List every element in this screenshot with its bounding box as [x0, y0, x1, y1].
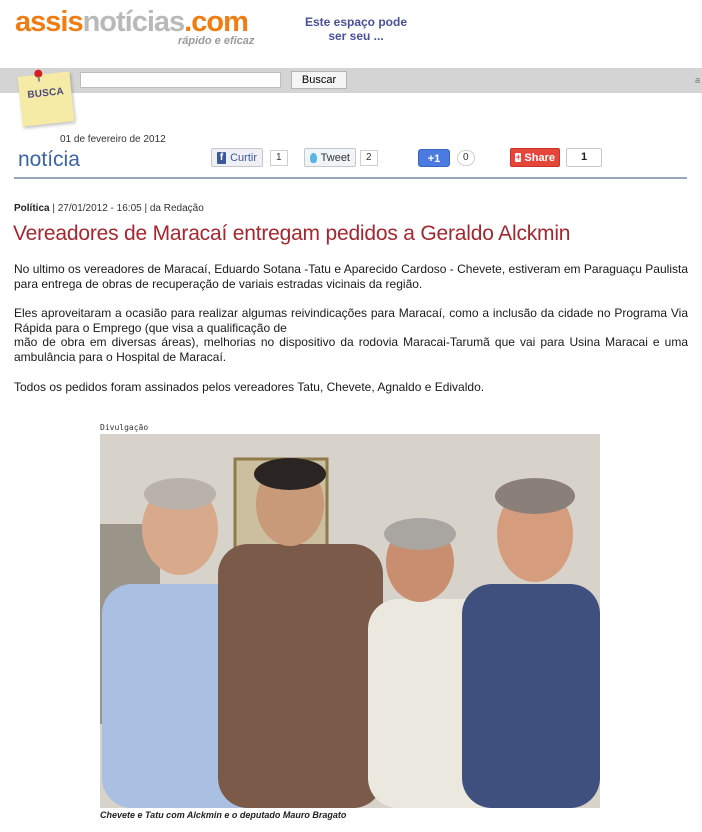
- logo-part-noticias: notícias: [82, 6, 185, 38]
- section-title: notícia: [18, 148, 80, 171]
- article-paragraph-3: Todos os pedidos foram assinados pelos vereadores Tatu, Chevete, Agnaldo e Edivaldo.: [14, 380, 485, 394]
- site-logo[interactable]: [15, 6, 248, 38]
- facebook-like-button[interactable]: [211, 148, 263, 167]
- site-header: [0, 0, 702, 68]
- photo-credit: Divulgação: [100, 423, 149, 432]
- tweet-label: Tweet: [320, 151, 350, 164]
- tweet-count: 2: [360, 150, 378, 166]
- ad-space[interactable]: [300, 15, 412, 43]
- pushpin-icon: [34, 69, 43, 78]
- article-meta-details: | 27/01/2012 - 16:05 | da Redação: [49, 203, 204, 214]
- busca-label: BUSCA: [26, 86, 65, 101]
- facebook-like-count: 1: [270, 150, 288, 166]
- article-paragraph-2-line-2: mão de obra em diversas áreas), melhorias no dispositivo da rodovia Maracai-Tarumã que vai para Usina Maracai e uma ambulância para o Hospital de Maracaí.: [14, 335, 688, 364]
- logo-part-assis: assis: [15, 6, 83, 38]
- corner-mark: a: [694, 75, 700, 85]
- share-count: 1: [566, 148, 602, 167]
- search-input[interactable]: [80, 72, 281, 88]
- ad-line-2: ser seu ...: [328, 29, 384, 43]
- share-plus-icon: +: [515, 152, 521, 162]
- google-plus-one-count: 0: [457, 150, 475, 166]
- article-meta: [14, 203, 204, 214]
- page-date: 01 de fevereiro de 2012: [60, 134, 166, 145]
- article-paragraph-1: No ultimo os vereadores de Maracaí, Eduardo Sotana -Tatu e Aparecido Cardoso - Chevete, estiveram em Paraguaçu Paulista para entrega de obras de recuperação de variais estradas vicinais da região.: [14, 262, 688, 291]
- section-divider: [14, 177, 687, 179]
- logo-part-com: .com: [184, 6, 248, 38]
- article-category[interactable]: Política: [14, 203, 50, 214]
- search-button[interactable]: Buscar: [291, 71, 347, 89]
- google-plus-one-button[interactable]: +1: [418, 149, 450, 167]
- article-headline: Vereadores de Maracaí entregam pedidos a Geraldo Alckmin: [13, 222, 571, 245]
- group-photo-illustration: [100, 434, 600, 808]
- photo-caption: Chevete e Tatu com Alckmin e o deputado Mauro Bragato: [100, 810, 347, 820]
- article-paragraph-2: [14, 306, 688, 364]
- twitter-bird-icon: [310, 153, 317, 163]
- facebook-icon: f: [217, 152, 226, 164]
- ad-line-1: Este espaço pode: [304, 15, 408, 29]
- share-label: Share: [524, 151, 555, 164]
- facebook-like-label: Curtir: [230, 151, 257, 164]
- article-paragraph-2-line-1: Eles aproveitaram a ocasião para realizar algumas reivindicações para Maracaí, como a inclusão da cidade no Programa Via Rápida para o Emprego (que visa a qualificação de: [14, 306, 688, 335]
- site-tagline: rápido e eficaz: [178, 35, 255, 47]
- tweet-button[interactable]: [304, 148, 356, 167]
- busca-sticky-note: [18, 71, 75, 126]
- share-button[interactable]: [510, 148, 560, 167]
- article-photo: [100, 434, 600, 808]
